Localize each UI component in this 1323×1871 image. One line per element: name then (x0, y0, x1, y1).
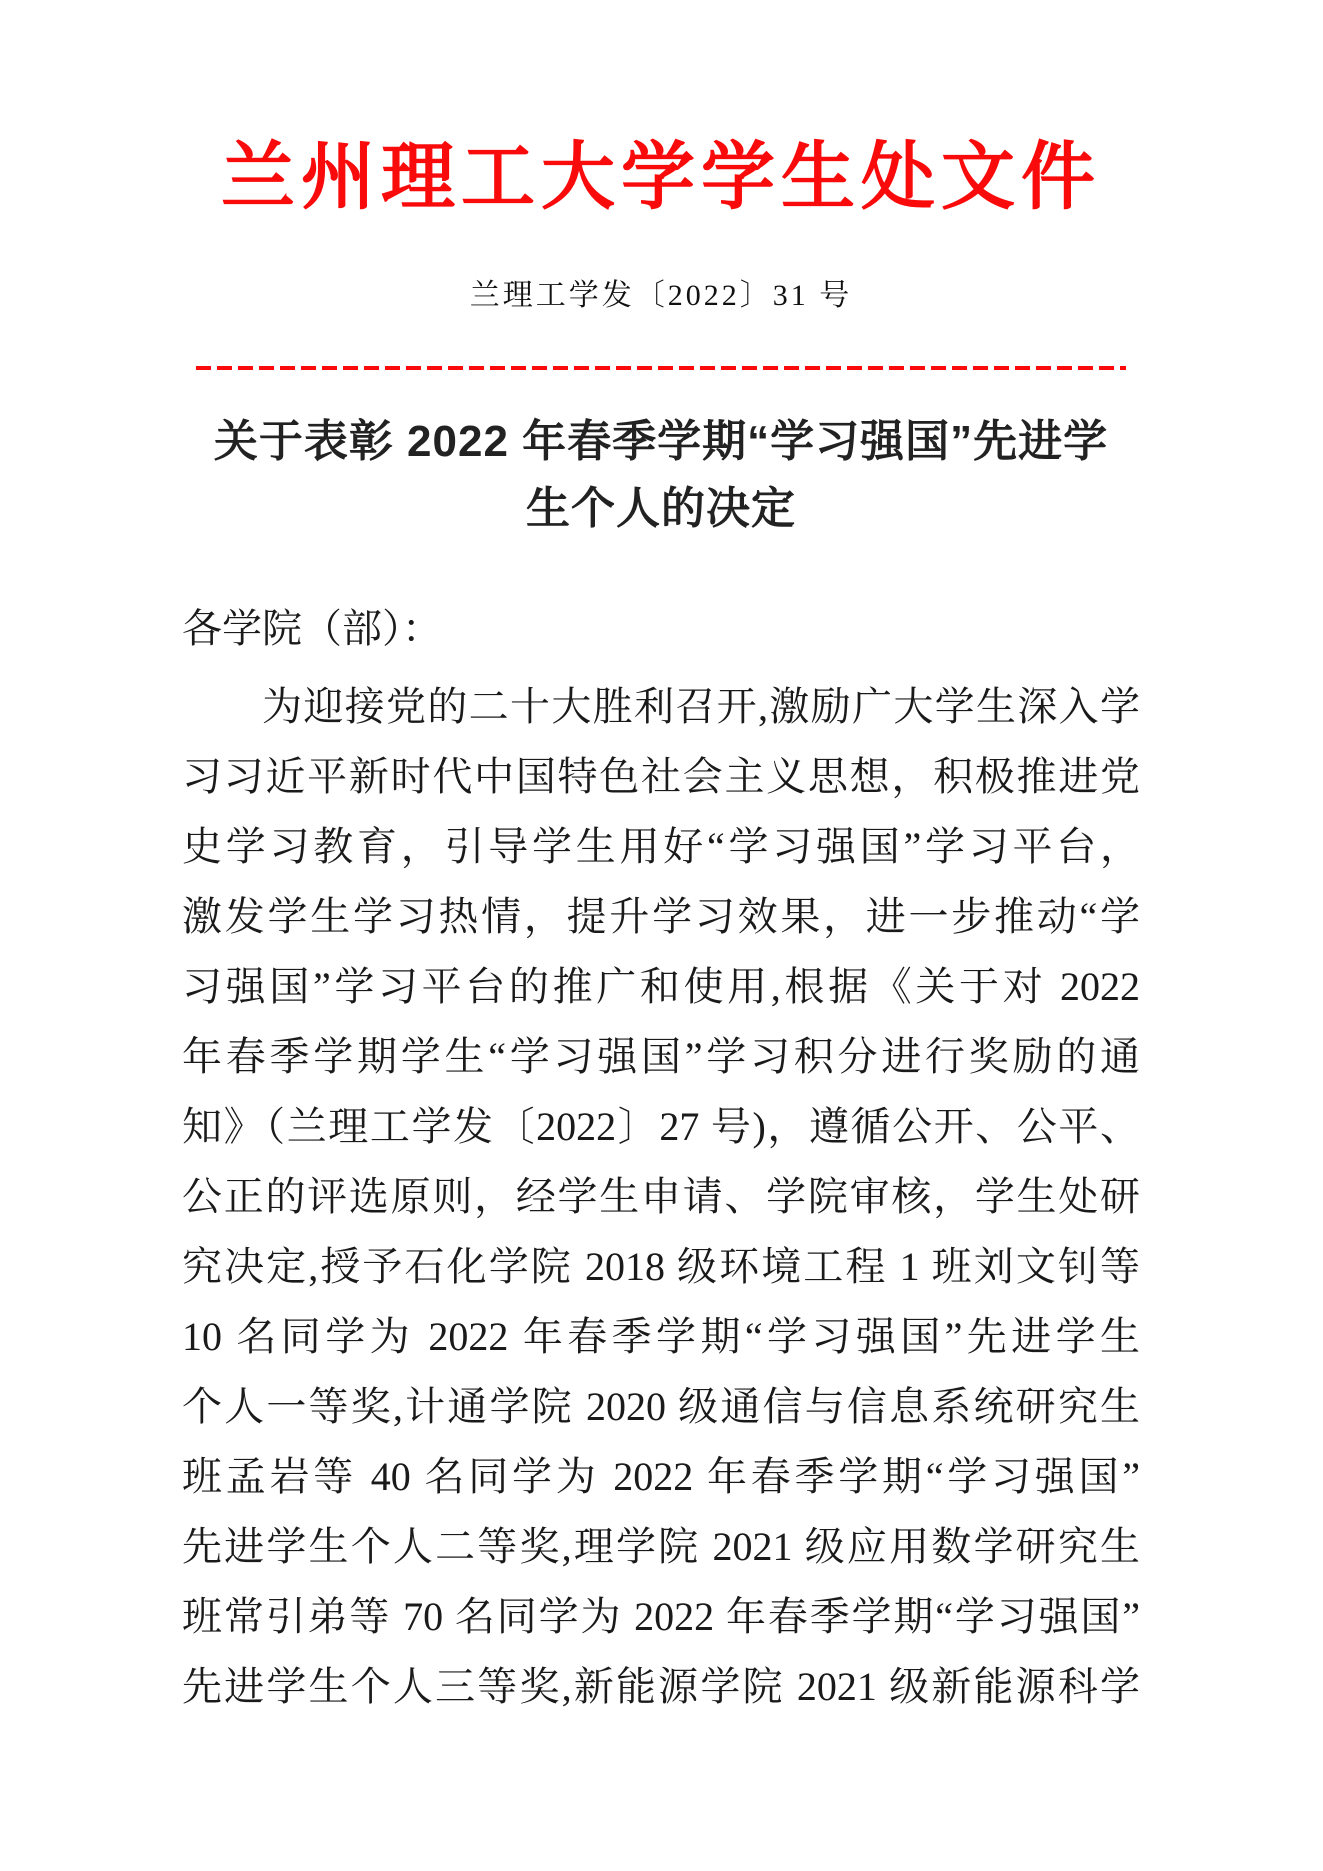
body-paragraph (182, 672, 1140, 1722)
document-title (182, 408, 1140, 542)
paragraph-line: 先进学生个人三等奖,新能源学院 2021 级新能源科学 (182, 1664, 1140, 1709)
paragraph-line: 为迎接党的二十大胜利召开,激励广大学生深入学 (262, 684, 1140, 729)
paragraph-line: 激发学生学习热情，提升学习效果，进一步推动“学 (182, 894, 1140, 939)
red-header-org-title: 兰州理工大学学生处文件 (221, 137, 1101, 219)
red-dashed-separator (196, 366, 1126, 370)
salutation: 各学院（部）： (182, 606, 442, 651)
paragraph-line: 习强国”学习平台的推广和使用,根据《关于对 2022 (182, 964, 1140, 1009)
paragraph-line: 先进学生个人二等奖,理学院 2021 级应用数学研究生 (182, 1524, 1140, 1569)
paragraph-line: 习习近平新时代中国特色社会主义思想，积极推进党 (182, 754, 1140, 799)
paragraph-line: 公正的评选原则，经学生申请、学院审核，学生处研 (182, 1174, 1140, 1219)
document-number: 兰理工学发〔2022〕31 号 (469, 279, 853, 312)
paragraph-line: 究决定,授予石化学院 2018 级环境工程 1 班刘文钊等 (182, 1244, 1140, 1289)
document-title-line-1: 关于表彰 2022 年春季学期“学习强国”先进学 (213, 417, 1109, 466)
document-title-line-2: 生个人的决定 (526, 484, 796, 533)
paragraph-line: 班孟岩等 40 名同学为 2022 年春季学期“学习强国” (182, 1454, 1140, 1499)
paragraph-line: 年春季学期学生“学习强国”学习积分进行奖励的通 (182, 1034, 1140, 1079)
paragraph-line: 个人一等奖,计通学院 2020 级通信与信息系统研究生 (182, 1384, 1140, 1429)
paragraph-line: 10 名同学为 2022 年春季学期“学习强国”先进学生 (182, 1314, 1140, 1359)
paragraph-line: 史学习教育，引导学生用好“学习强国”学习平台， (182, 824, 1140, 869)
paragraph-line: 知》（兰理工学发〔2022〕27 号)，遵循公开、公平、 (182, 1104, 1140, 1149)
paragraph-line: 班常引弟等 70 名同学为 2022 年春季学期“学习强国” (182, 1594, 1140, 1639)
